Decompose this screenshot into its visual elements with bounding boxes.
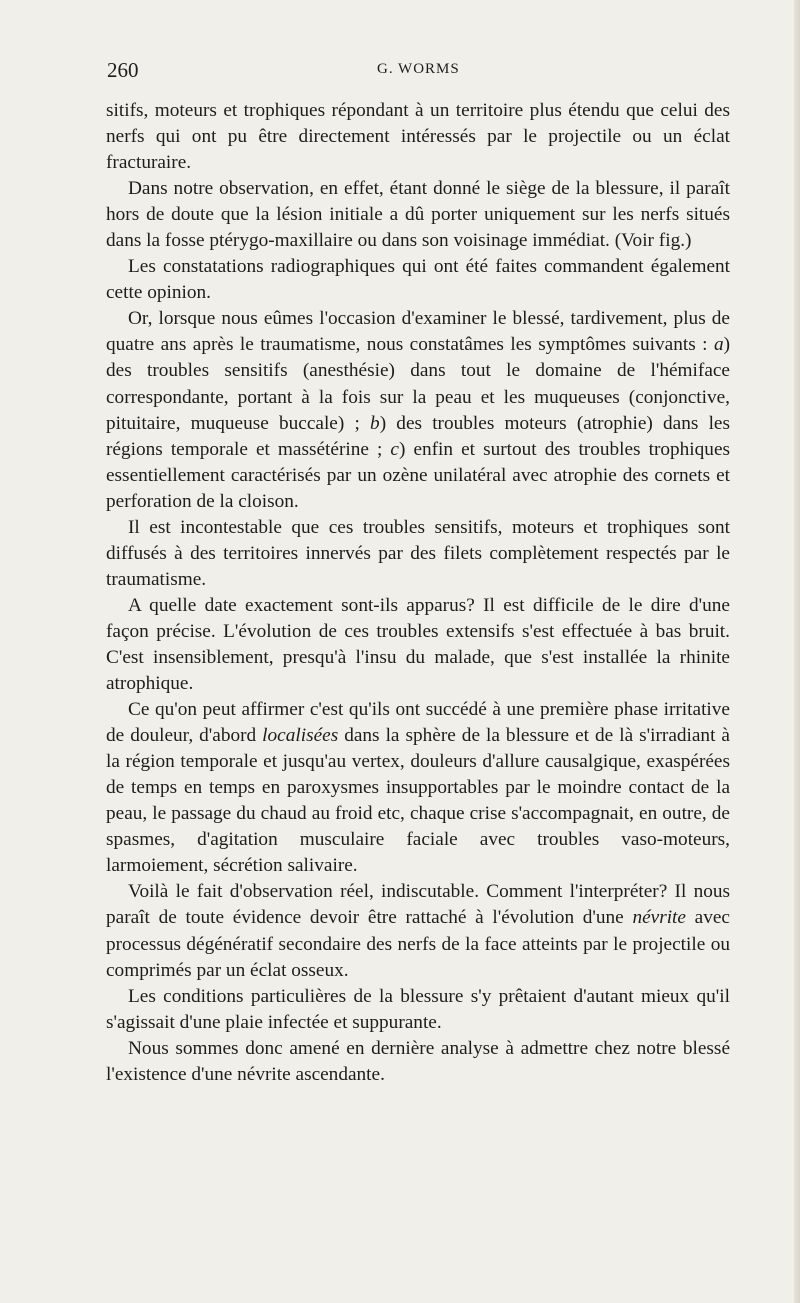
paragraph [106, 306, 730, 514]
paragraph [106, 984, 730, 1036]
page-edge [794, 0, 800, 1303]
paragraph [106, 515, 730, 593]
italic-text: b [370, 412, 380, 434]
italic-text: a [713, 334, 724, 356]
page-header [107, 58, 727, 88]
paragraph-text: ) des troubles sensitifs (anesthésie) dans tout le domaine de l'hémiface correspondante, portant à la fois sur la peau et les muqueuses (conjonctive, pituitaire, muqueuse buccale) ; [106, 334, 730, 434]
paragraph-text: Les conditions particulières de la blessure s'y prêtaient d'autant mieux qu'il s'agissait d'une plaie infectée et suppurante. [106, 985, 730, 1033]
running-head-author: G. WORMS [377, 61, 460, 77]
body-text [106, 98, 730, 1088]
paragraph-text: Il est incontestable que ces troubles sensitifs, moteurs et trophiques sont diffusés à des territoires innervés par des filets complètement respectés par le traumatisme. [106, 516, 730, 590]
paragraph-text: Les constatations radiographiques qui ont été faites commandent également cette opinion. [106, 256, 730, 304]
paragraph-text: ) enfin et surtout des troubles trophiques essentiellement caractérisés par un ozène unilatéral avec atrophie des cornets et perforation de la cloison. [106, 438, 731, 512]
paragraph [106, 879, 730, 983]
page-number: 260 [107, 58, 139, 82]
paragraph-text: Dans notre observation, en effet, étant donné le siège de la blessure, il paraît hors de doute que la lésion initiale a dû porter uniquement sur les nerfs situés dans la fosse ptérygo-maxillaire ou dans son voisinage immédiat. (Voir fig.) [106, 178, 730, 252]
paragraph-text: A quelle date exactement sont-ils apparus? Il est difficile de le dire d'une façon précise. L'évolution de ces troubles extensifs s'est effectuée à bas bruit. C'est insensiblement, presqu'à l'insu du malade, que s'est installée la rhinite atrophique. [106, 594, 730, 695]
italic-text: névrite [632, 907, 686, 929]
paragraph-text: avec processus dégénératif secondaire des nerfs de la face atteints par le projectile ou comprimés par un éclat osseux. [106, 907, 730, 981]
paragraph-text: ) des troubles moteurs (atrophie) dans les régions temporale et massétérine ; [106, 412, 730, 460]
paragraph-text: dans la sphère de la blessure et de là s'irradiant à la région temporale et jusqu'au vertex, douleurs d'allure causalgique, exaspérées de temps en temps en paroxysmes insupportables par le moindre contact de la peau, le passage du chaud au froid etc, chaque crise s'accompagnait, en outre, de spasmes, d'agitation musculaire faciale avec troubles vaso-moteurs, larmoiement, sécrétion salivaire. [106, 725, 730, 877]
paragraph-text: Nous sommes donc amené en dernière analyse à admettre chez notre blessé l'existence d'une névrite ascendante. [106, 1037, 730, 1085]
italic-text: localisées [262, 725, 339, 747]
italic-text: c [390, 438, 399, 460]
paragraph-text: sitifs, moteurs et trophiques répondant à un territoire plus étendu que celui des nerfs qui ont pu être directement intéressés par le projectile ou un éclat fracturaire. [106, 100, 730, 174]
paragraph [106, 697, 730, 879]
paragraph [106, 254, 730, 306]
paragraph-text: Ce qu'on peut affirmer c'est qu'ils ont succédé à une première phase irritative de douleur, d'abord [106, 699, 730, 747]
paragraph [106, 98, 730, 176]
paragraph [106, 1036, 730, 1088]
paragraph-text: Or, lorsque nous eûmes l'occasion d'examiner le blessé, tardivement, plus de quatre ans après le traumatisme, nous constatâmes les symptômes suivants : [106, 308, 730, 356]
paragraph-text: Voilà le fait d'observation réel, indiscutable. Comment l'interpréter? Il nous paraît de toute évidence devoir être rattaché à l'évolution d'une [106, 881, 730, 929]
paragraph [106, 176, 730, 254]
paragraph [106, 593, 730, 697]
